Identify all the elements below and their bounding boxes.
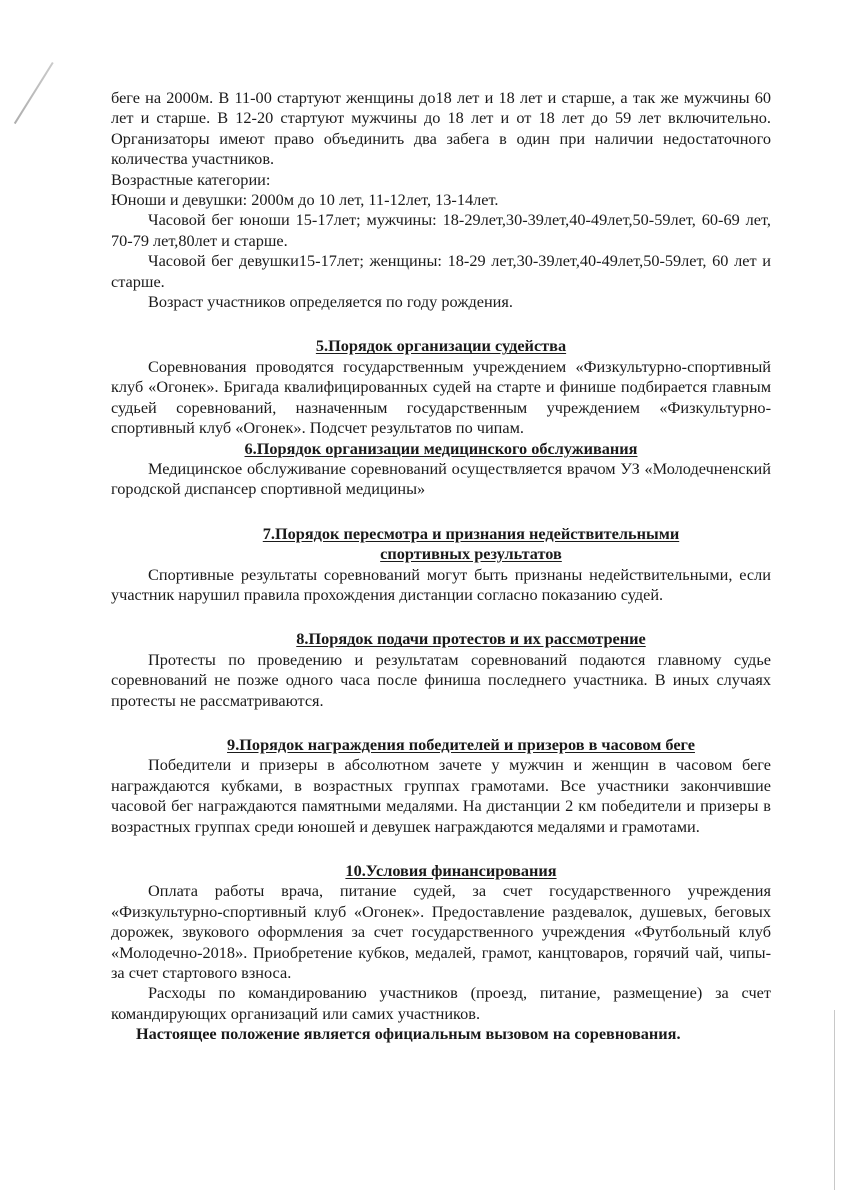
section-10-text-1: Оплата работы врача, питание судей, за счет государственного учреждения «Физкультурно-спортивный клуб «Огонек». Предоставление раздевалок, душевых, беговых дорожек, звукового оформления за счет государственного учреждения «Футбольный клуб «Молодечно-2018». Приобретение кубков, медалей, грамот, канцтоваров, горячий чай, чипы- за счет стартового взноса. xyxy=(111,881,771,983)
section-7-heading-line1: 7.Порядок пересмотра и признания недействительными xyxy=(262,523,680,543)
closing-statement: Настоящее положение является официальным вызовом на соревнования. xyxy=(136,1024,681,1044)
age-youth: Юноши и девушки: 2000м до 10 лет, 11-12лет, 13-14лет. xyxy=(111,190,499,210)
section-8-heading: 8.Порядок подачи протестов и их рассмотрение xyxy=(296,629,646,649)
document-page xyxy=(111,88,771,1045)
section-7-text: Спортивные результаты соревнований могут быть признаны недействительными, если участник нарушил правила прохождения дистанции согласно показанию судей. xyxy=(111,564,771,604)
intro-paragraph: беге на 2000м. В 11-00 стартуют женщины до18 лет и 18 лет и старше, а так же мужчины 60 лет и старше. В 12-20 стартуют мужчины до 18 лет и от 18 лет до 59 лет включительно. Организаторы имеют право объединить два забега в один при наличии недостаточного количества участников. xyxy=(111,88,771,169)
section-5-heading: 5.Порядок организации судейства xyxy=(315,336,567,356)
age-hour-women: Часовой бег девушки15-17лет; женщины: 18-29 лет,30-39лет,40-49лет,50-59лет, 60 лет и старше. xyxy=(111,251,771,291)
section-9-heading: 9.Порядок награждения победителей и призеров в часовом беге xyxy=(227,734,695,754)
age-categories-title: Возрастные категории: xyxy=(111,169,271,189)
section-10-heading: 10.Условия финансирования xyxy=(345,861,557,880)
section-7-heading-line2: спортивных результатов xyxy=(380,544,562,564)
section-8-text: Протесты по проведению и результатам соревнований подаются главному судье соревнований не позже одного часа после финиша последнего участника. В иных случаях протесты не рассматриваются. xyxy=(111,649,771,710)
section-5-text: Соревнования проводятся государственным учреждением «Физкультурно-спортивный клуб «Огонек». Бригада квалифицированных судей на старте и финише подбирается главным судьей соревнований, назначенным государственным учреждением «Физкультурно-спортивный клуб «Огонек». Подсчет результатов по чипам. xyxy=(111,356,771,438)
scan-edge-line xyxy=(834,1010,835,1190)
section-6-heading: 6.Порядок организации медицинского обслуживания xyxy=(244,438,638,458)
section-6-text: Медицинское обслуживание соревнований осуществляется врачом УЗ «Молодечненский городской диспансер спортивной медицины» xyxy=(111,458,771,499)
section-9-text: Победители и призеры в абсолютном зачете у мужчин и женщин в часовом беге награждаются кубками, в возрастных группах грамотами. Все участники закончившие часовой бег награждаются памятными медалями. На дистанции 2 км победители и призеры в возрастных группах среди юношей и девушек награждаются медалями и грамотами. xyxy=(111,755,771,836)
age-rule: Возраст участников определяется по году рождения. xyxy=(148,292,513,312)
section-10-text-2: Расходы по командированию участников (проезд, питание, размещение) за счет командирующих организаций или самих участников. xyxy=(111,983,771,1023)
age-hour-men: Часовой бег юноши 15-17лет; мужчины: 18-29лет,30-39лет,40-49лет,50-59лет, 60-69 лет, 70-79 лет,80лет и старше. xyxy=(111,210,771,250)
scan-artifact-line xyxy=(14,62,54,124)
